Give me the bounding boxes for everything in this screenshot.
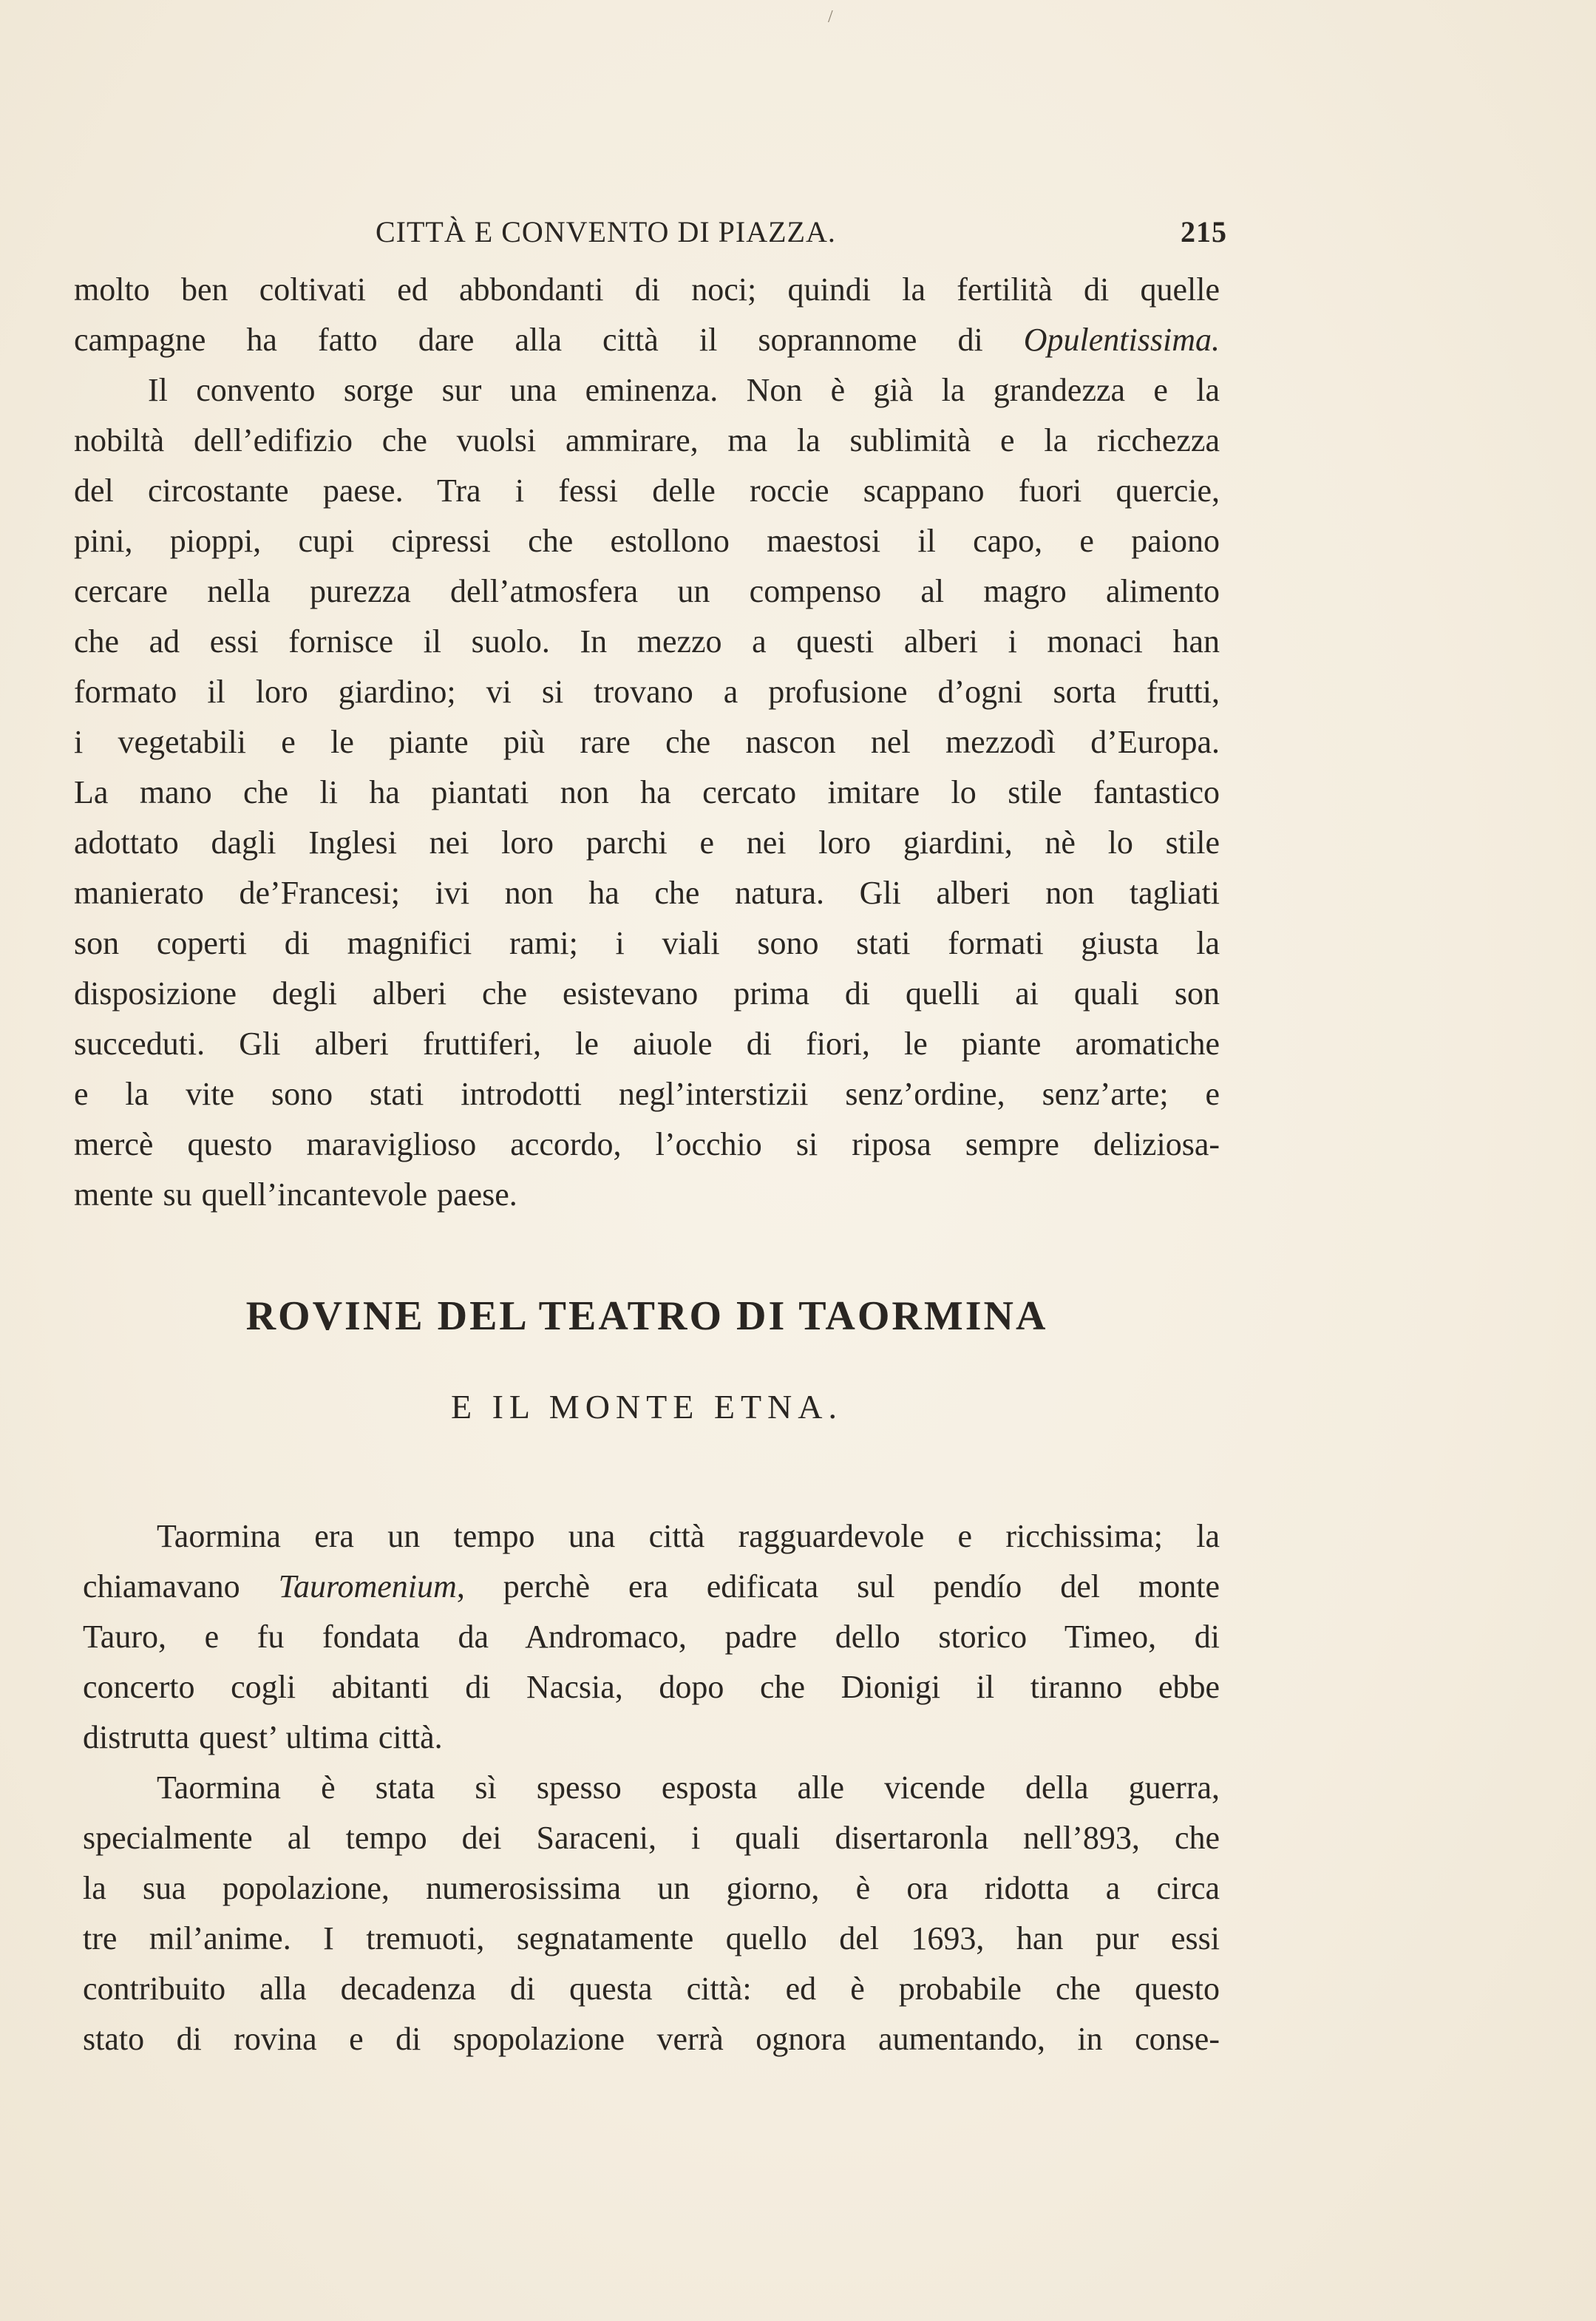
text-line: disposizione degli alberi che esistevano prima di quelli ai quali son <box>74 975 1220 1012</box>
italic-term: Tauromenium <box>278 1568 457 1605</box>
text-line <box>83 1562 1220 1612</box>
text-line: stato di rovina e di spopolazione verrà ognora aumentando, in conse- <box>83 2021 1220 2057</box>
text-line: manierato de’Francesi; ivi non ha che natura. Gli alberi non tagliati <box>74 875 1220 911</box>
text-line: Taormina è stata sì spesso esposta alle vicende della guerra, <box>157 1769 1220 1806</box>
text-line: distrutta quest’ ultima città. <box>83 1719 443 1755</box>
top-mark: / <box>828 7 833 27</box>
text-line: son coperti di magnifici rami; i viali sono stati formati giusta la <box>74 925 1220 961</box>
text-line <box>74 315 1220 365</box>
text-line: Taormina era un tempo una città ragguardevole e ricchissima; la <box>157 1518 1220 1554</box>
text-segment: campagne ha fatto dare alla città il soprannome di <box>74 322 983 358</box>
paragraph-convento <box>74 265 1220 1220</box>
text-line: Il convento sorge sur una eminenza. Non è già la grandezza e la <box>148 372 1220 408</box>
section-title: ROVINE DEL TEATRO DI TAORMINA <box>245 1293 1048 1339</box>
page-number: 215 <box>1181 215 1227 248</box>
text-line: formato il loro giardino; vi si trovano a profusione d’ogni sorta frutti, <box>74 674 1220 710</box>
section-subtitle: E IL MONTE ETNA. <box>451 1388 843 1426</box>
page-header <box>74 214 1227 251</box>
text-line: cercare nella purezza dell’atmosfera un compenso al magro alimento <box>74 573 1220 609</box>
text-line: nobiltà dell’edifizio che vuolsi ammirare, ma la sublimità e la ricchezza <box>74 422 1220 458</box>
text-line: concerto cogli abitanti di Nacsia, dopo che Dionigi il tiranno ebbe <box>83 1669 1220 1705</box>
text-line: la sua popolazione, numerosissima un giorno, è ora ridotta a circa <box>83 1870 1220 1906</box>
text-line: del circostante paese. Tra i fessi delle roccie scappano fuori quercie, <box>74 472 1220 509</box>
text-line: adottato dagli Inglesi nei loro parchi e nei loro giardini, nè lo stile <box>74 824 1220 861</box>
text-line: i vegetabili e le piante più rare che nascon nel mezzodì d’Europa. <box>74 724 1220 760</box>
text-line: contribuito alla decadenza di questa città: ed è probabile che questo <box>83 1971 1220 2007</box>
text-line: che ad essi fornisce il suolo. In mezzo a questi alberi i monaci han <box>74 623 1220 660</box>
text-line: tre mil’anime. I tremuoti, segnatamente quello del 1693, han pur essi <box>83 1920 1220 1956</box>
text-line: specialmente al tempo dei Saraceni, i quali disertaronla nell’893, che <box>83 1820 1220 1856</box>
text-segment: , perchè era edificata sul pendío del monte <box>456 1568 1220 1605</box>
text-line: mente su quell’incantevole paese. <box>74 1176 517 1213</box>
running-title: CITTÀ E CONVENTO DI PIAZZA. <box>376 215 836 248</box>
text-line: Tauro, e fu fondata da Andromaco, padre dello storico Timeo, di <box>83 1619 1220 1655</box>
italic-term: Opulentissima. <box>1023 322 1220 358</box>
paragraph-taormina <box>83 1511 1220 2064</box>
text-segment: chiamavano <box>83 1568 240 1605</box>
text-line: molto ben coltivati ed abbondanti di noci; quindi la fertilità di quelle <box>74 271 1220 308</box>
text-line: pini, pioppi, cupi cipressi che estollono maestosi il capo, e paiono <box>74 523 1220 559</box>
text-line: e la vite sono stati introdotti negl’interstizii senz’ordine, senz’arte; e <box>74 1076 1220 1112</box>
text-line: succeduti. Gli alberi fruttiferi, le aiuole di fiori, le piante aromatiche <box>74 1026 1220 1062</box>
text-line: La mano che li ha piantati non ha cercato imitare lo stile fantastico <box>74 774 1220 810</box>
text-line: mercè questo maraviglioso accordo, l’occhio si riposa sempre deliziosa- <box>74 1126 1220 1162</box>
